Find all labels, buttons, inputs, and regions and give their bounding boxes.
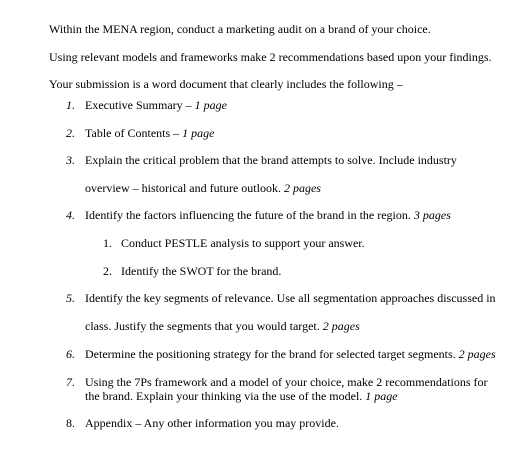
list-item-recommendations-cont	[85, 389, 398, 403]
page-count: 3 pages	[413, 208, 451, 222]
subitem-pestle: Conduct PESTLE analysis to support your answer.	[121, 236, 365, 250]
item-number-5: 5.	[66, 291, 75, 305]
list-item-executive-summary	[85, 98, 227, 112]
subitem-number-2: 2.	[103, 264, 112, 278]
intro-line-2: Using relevant models and frameworks make 2 recommendations based upon your findings.	[49, 50, 492, 64]
list-item-appendix	[85, 416, 339, 430]
subitem-number-1: 1.	[103, 236, 112, 250]
item-text: Explain the critical problem that the brand attempts to solve. Include industry	[85, 153, 457, 167]
list-item-key-segments-cont	[85, 319, 360, 333]
list-item-influencing-factors	[85, 208, 451, 222]
item-number-6: 6.	[66, 347, 75, 361]
item-number-7: 7.	[66, 375, 75, 389]
item-text: Appendix – Any other information you may provide.	[85, 416, 339, 430]
item-text: the brand. Explain your thinking via the use of the model.	[85, 389, 366, 403]
item-text: overview – historical and future outlook.	[85, 181, 284, 195]
item-number-3: 3.	[66, 153, 75, 167]
list-item-recommendations	[85, 375, 488, 389]
item-text: Table of Contents –	[85, 126, 183, 140]
list-item-critical-problem	[85, 153, 457, 167]
item-number-1: 1.	[66, 98, 75, 112]
list-item-positioning	[85, 347, 496, 361]
item-text: Determine the positioning strategy for the brand for selected target segments.	[85, 347, 459, 361]
item-number-2: 2.	[66, 126, 75, 140]
page-count: 1 page	[194, 98, 227, 112]
item-text: Identify the key segments of relevance. Use all segmentation approaches discussed in	[85, 291, 496, 305]
page-count: 2 pages	[322, 319, 360, 333]
item-text: Identify the factors influencing the future of the brand in the region.	[85, 208, 414, 222]
list-item-critical-problem-cont	[85, 181, 321, 195]
item-text: Using the 7Ps framework and a model of your choice, make 2 recommendations for	[85, 375, 488, 389]
item-number-4: 4.	[66, 208, 75, 222]
list-item-key-segments	[85, 291, 496, 305]
subitem-swot: Identify the SWOT for the brand.	[121, 264, 282, 278]
item-text: Executive Summary –	[85, 98, 195, 112]
page-count: 2 pages	[458, 347, 496, 361]
item-text: class. Justify the segments that you would target.	[85, 319, 323, 333]
list-item-table-of-contents	[85, 126, 214, 140]
intro-line-3: Your submission is a word document that clearly includes the following –	[49, 77, 403, 91]
page-count: 1 page	[365, 389, 398, 403]
page-count: 2 pages	[283, 181, 321, 195]
page-count: 1 page	[182, 126, 215, 140]
item-number-8: 8.	[66, 416, 75, 430]
intro-line-1: Within the MENA region, conduct a marketing audit on a brand of your choice.	[49, 22, 431, 36]
